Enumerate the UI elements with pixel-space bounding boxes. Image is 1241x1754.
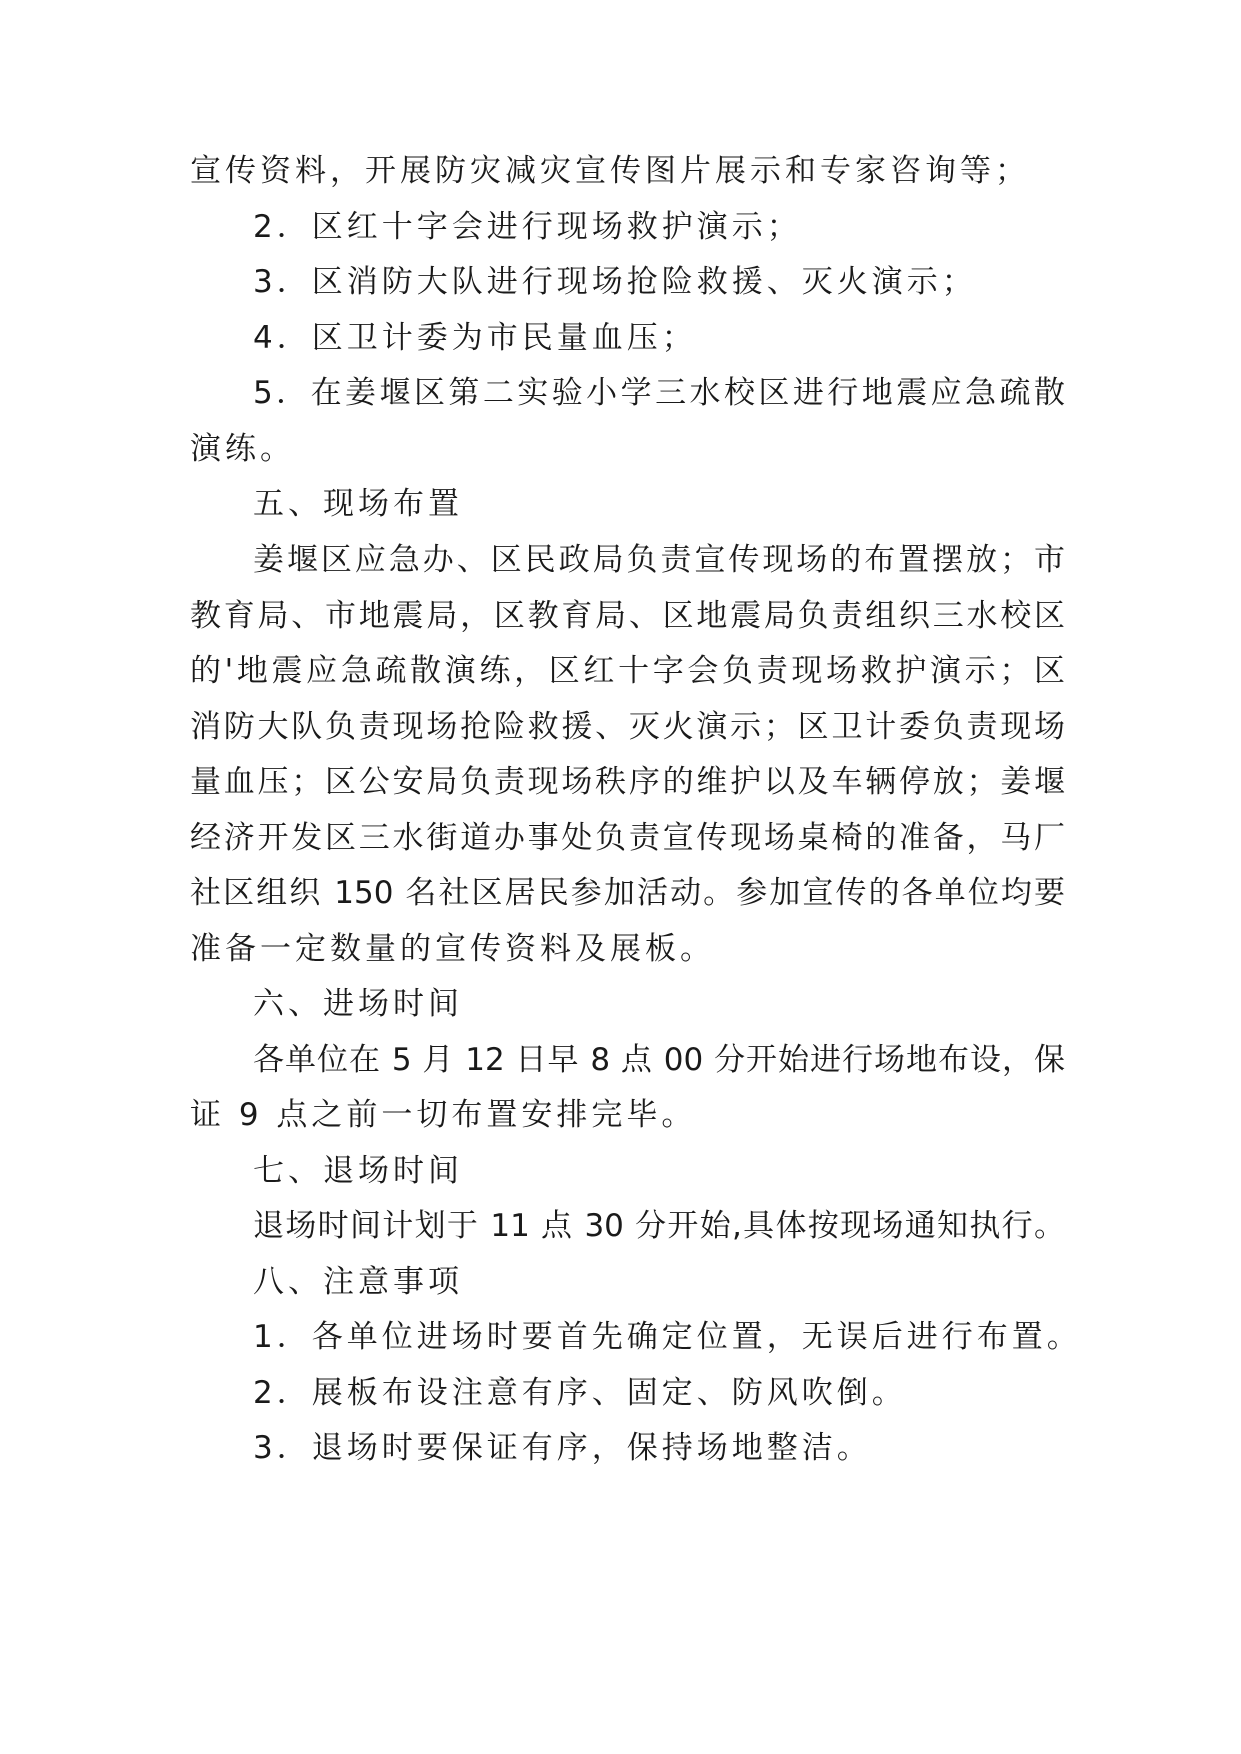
- paragraph-line: 退场时间计划于 11 点 30 分开始,具体按现场通知执行。: [253, 1208, 1065, 1244]
- paragraph-line: 社区组织 150 名社区居民参加活动。参加宣传的各单位均要: [190, 875, 1065, 911]
- section-heading: 五、现场布置: [253, 486, 463, 522]
- paragraph-line: 宣传资料，开展防灾减灾宣传图片展示和专家咨询等；: [190, 153, 1030, 189]
- paragraph-line: 姜堰区应急办、区民政局负责宣传现场的布置摆放；市: [253, 542, 1065, 578]
- paragraph-line: 教育局、市地震局，区教育局、区地震局负责组织三水校区: [190, 598, 1065, 634]
- paragraph-line: 准备一定数量的宣传资料及展板。: [190, 931, 715, 967]
- list-item: 5．在姜堰区第二实验小学三水校区进行地震应急疏散: [253, 375, 1065, 411]
- paragraph-line: 消防大队负责现场抢险救援、灭火演示；区卫计委负责现场: [190, 709, 1065, 745]
- list-item: 1．各单位进场时要首先确定位置，无误后进行布置。: [253, 1319, 1082, 1355]
- paragraph-line: 各单位在 5 月 12 日早 8 点 00 分开始进行场地布设，保: [253, 1042, 1065, 1078]
- list-item: 3．退场时要保证有序，保持场地整洁。: [253, 1430, 872, 1466]
- paragraph-line: 经济开发区三水街道办事处负责宣传现场桌椅的准备，马厂: [190, 820, 1065, 856]
- list-item: 3．区消防大队进行现场抢险救援、灭火演示；: [253, 264, 977, 300]
- list-item: 2．展板布设注意有序、固定、防风吹倒。: [253, 1375, 907, 1411]
- section-heading: 八、注意事项: [253, 1264, 463, 1300]
- paragraph-line: 的'地震应急疏散演练，区红十字会负责现场救护演示；区: [190, 653, 1065, 689]
- section-heading: 七、退场时间: [253, 1153, 463, 1189]
- paragraph-line: 证 9 点之前一切布置安排完毕。: [190, 1097, 697, 1133]
- list-item: 4．区卫计委为市民量血压；: [253, 320, 697, 356]
- section-heading: 六、进场时间: [253, 986, 463, 1022]
- paragraph-line: 演练。: [190, 431, 295, 467]
- paragraph-line: 量血压；区公安局负责现场秩序的维护以及车辆停放；姜堰: [190, 764, 1065, 800]
- list-item: 2．区红十字会进行现场救护演示；: [253, 209, 802, 245]
